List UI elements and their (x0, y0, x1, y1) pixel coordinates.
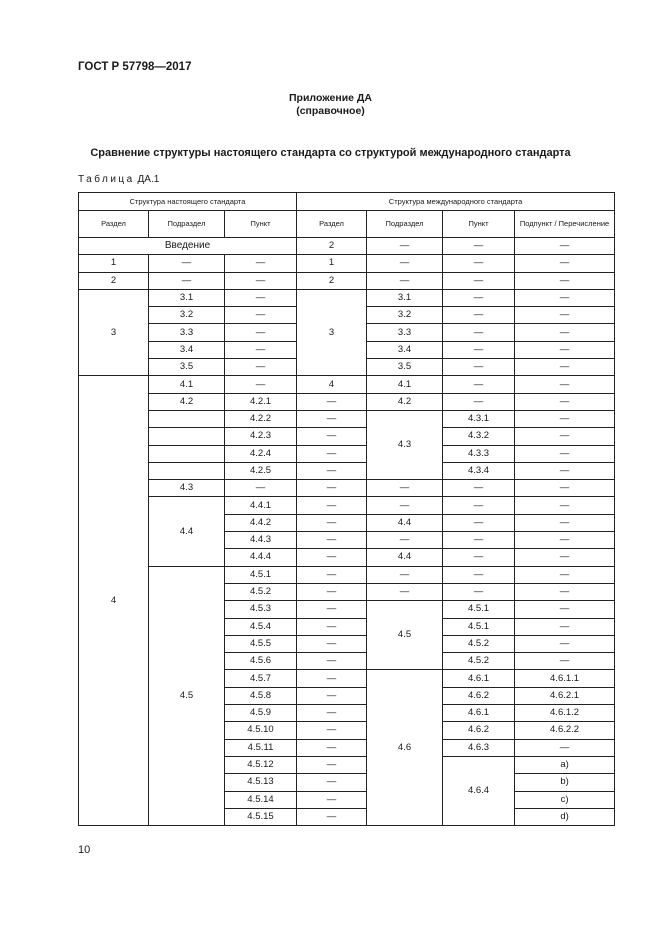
table-cell: — (149, 255, 225, 272)
table-cell: — (297, 601, 367, 618)
table-cell: — (515, 566, 615, 583)
table-cell: 4.4 (149, 497, 225, 566)
table-cell: 4.4 (367, 514, 443, 531)
table-cell: 1 (79, 255, 149, 272)
table-cell: 4.1 (149, 376, 225, 393)
table-row (79, 462, 615, 479)
table-cell: 4.4.4 (225, 549, 297, 566)
table-cell: 4.2.4 (225, 445, 297, 462)
table-cell: — (515, 359, 615, 376)
table-cell: — (367, 480, 443, 497)
table-cell: 4.3.3 (443, 445, 515, 462)
table-cell: 3.5 (367, 359, 443, 376)
table-cell: 4.6.2.2 (515, 722, 615, 739)
col-header: Раздел (297, 211, 367, 238)
table-cell: — (443, 497, 515, 514)
table-caption (78, 174, 159, 185)
table-cell: 4.4.3 (225, 532, 297, 549)
table-cell: — (515, 428, 615, 445)
table-cell: — (297, 791, 367, 808)
table-cell: 3.4 (367, 341, 443, 358)
table-cell: 4.4.1 (225, 497, 297, 514)
table-cell: 4.6.2 (443, 687, 515, 704)
col-header: Подпункт / Перечисление (515, 211, 615, 238)
table-cell: — (225, 272, 297, 289)
table-cell: — (443, 532, 515, 549)
table-caption-id: ДА.1 (134, 174, 160, 185)
table-cell: 4.6.3 (443, 739, 515, 756)
table-cell: 4.4.2 (225, 514, 297, 531)
table-cell: — (297, 410, 367, 427)
table-cell: 2 (297, 272, 367, 289)
table-cell: 4.5.6 (225, 653, 297, 670)
table-cell: — (297, 497, 367, 514)
table-cell: Введение (79, 238, 297, 255)
table-cell: — (225, 359, 297, 376)
table-cell: — (297, 705, 367, 722)
table-cell: — (443, 307, 515, 324)
table-cell: 3 (79, 289, 149, 375)
table-cell: 4.5.10 (225, 722, 297, 739)
table-cell: — (225, 289, 297, 306)
table-cell: — (515, 635, 615, 652)
table-cell: — (443, 324, 515, 341)
table-cell: 4.3.1 (443, 410, 515, 427)
table-cell: — (443, 255, 515, 272)
table-cell: — (297, 670, 367, 687)
table-cell: — (515, 480, 615, 497)
table-cell: — (297, 687, 367, 704)
table-cell: — (297, 756, 367, 773)
table-cell: 4.6.1.2 (515, 705, 615, 722)
table-cell: — (515, 445, 615, 462)
table-cell: — (149, 272, 225, 289)
table-row (79, 272, 615, 289)
table-cell: 4.5.1 (225, 566, 297, 583)
table-cell: — (515, 583, 615, 600)
page-number: 10 (78, 844, 91, 856)
table-cell: — (367, 497, 443, 514)
table-row (79, 566, 615, 583)
table-cell: — (443, 549, 515, 566)
table-cell: — (367, 566, 443, 583)
table-cell (149, 445, 225, 462)
table-row (79, 480, 615, 497)
table-cell: — (297, 480, 367, 497)
table-cell: 4.5.2 (225, 583, 297, 600)
table-cell: — (225, 324, 297, 341)
table-cell: d) (515, 808, 615, 825)
table-cell: 3.2 (149, 307, 225, 324)
standard-number: ГОСТ Р 57798—2017 (78, 61, 192, 73)
table-cell: 4.5.2 (443, 635, 515, 652)
table-row (79, 255, 615, 272)
table-cell: — (443, 341, 515, 358)
table-cell: — (297, 428, 367, 445)
table-cell: 4.2.5 (225, 462, 297, 479)
table-cell: — (297, 514, 367, 531)
table-cell (149, 462, 225, 479)
table-cell: — (515, 272, 615, 289)
table-cell: — (443, 238, 515, 255)
table-cell: 3.1 (367, 289, 443, 306)
table-cell: — (297, 774, 367, 791)
table-cell: — (515, 238, 615, 255)
table-cell: — (297, 532, 367, 549)
table-cell: 3.3 (367, 324, 443, 341)
table-cell: 4.5.12 (225, 756, 297, 773)
table-cell: — (225, 307, 297, 324)
table-cell (149, 428, 225, 445)
table-cell: — (297, 549, 367, 566)
table-cell: — (515, 514, 615, 531)
table-cell: — (297, 635, 367, 652)
table-cell: — (443, 514, 515, 531)
table-cell: 4.1 (367, 376, 443, 393)
table-cell: 3.3 (149, 324, 225, 341)
table-cell: 3.2 (367, 307, 443, 324)
table-cell: 4.4 (367, 549, 443, 566)
table-cell: — (515, 739, 615, 756)
table-cell: — (515, 255, 615, 272)
col-header: Раздел (79, 211, 149, 238)
table-cell: — (443, 272, 515, 289)
table-cell: — (515, 307, 615, 324)
table-cell: 4.6.2 (443, 722, 515, 739)
table-cell: — (515, 289, 615, 306)
table-cell: 2 (79, 272, 149, 289)
table-cell: — (297, 462, 367, 479)
table-row (79, 445, 615, 462)
table-row (79, 289, 615, 306)
table-cell: 4.2.2 (225, 410, 297, 427)
table-cell: — (515, 410, 615, 427)
international-structure-header: Структура международного стандарта (297, 193, 615, 211)
table-cell: 4.5.8 (225, 687, 297, 704)
table-cell: — (515, 618, 615, 635)
table-cell: — (515, 341, 615, 358)
table-cell: — (515, 549, 615, 566)
table-cell: 4.5.15 (225, 808, 297, 825)
table-cell: — (367, 532, 443, 549)
table-column-header-row (79, 211, 615, 238)
table-cell: 4.6 (367, 670, 443, 826)
table-cell: 3 (297, 289, 367, 375)
table-cell: — (297, 739, 367, 756)
table-cell: 4.2.1 (225, 393, 297, 410)
table-row (79, 393, 615, 410)
table-row (79, 497, 615, 514)
table-cell: — (443, 583, 515, 600)
table-cell: 4 (297, 376, 367, 393)
table-cell: 3.1 (149, 289, 225, 306)
table-cell: 4.5.14 (225, 791, 297, 808)
table-cell: — (225, 341, 297, 358)
table-caption-prefix: Таблица (78, 174, 135, 185)
table-cell: — (367, 583, 443, 600)
national-structure-header: Структура настоящего стандарта (79, 193, 297, 211)
appendix-title: Приложение ДА (289, 92, 372, 104)
table-group-header-row (79, 193, 615, 211)
table-cell: 4.5.11 (225, 739, 297, 756)
table-cell: 4.5.4 (225, 618, 297, 635)
table-cell: — (443, 289, 515, 306)
table-cell: a) (515, 756, 615, 773)
table-cell: 1 (297, 255, 367, 272)
table-cell: 4.2 (367, 393, 443, 410)
table-cell: 4.5.1 (443, 601, 515, 618)
table-cell: 4.3 (367, 410, 443, 479)
table-cell: 4.5.9 (225, 705, 297, 722)
table-cell: — (297, 722, 367, 739)
table-cell: — (515, 376, 615, 393)
table-cell: 4.6.4 (443, 756, 515, 825)
table-cell: 4.5 (367, 601, 443, 670)
table-cell: 3.4 (149, 341, 225, 358)
table-cell: 2 (297, 238, 367, 255)
table-cell: 4.5.7 (225, 670, 297, 687)
table-cell: 4.5.13 (225, 774, 297, 791)
table-cell: 4.5.1 (443, 618, 515, 635)
table-cell: 4.3.4 (443, 462, 515, 479)
col-header: Подраздел (149, 211, 225, 238)
table-cell: 4.6.2.1 (515, 687, 615, 704)
table-cell: — (297, 583, 367, 600)
table-cell: — (515, 324, 615, 341)
table-cell: 4.5.3 (225, 601, 297, 618)
table-cell: — (515, 532, 615, 549)
table-cell: c) (515, 791, 615, 808)
table-cell: 4.5.2 (443, 653, 515, 670)
table-cell: — (225, 480, 297, 497)
structure-comparison-table (78, 192, 615, 826)
col-header: Подраздел (367, 211, 443, 238)
table-cell: 4.6.1 (443, 670, 515, 687)
table-cell: 4.5 (149, 566, 225, 825)
table-cell: — (443, 480, 515, 497)
table-cell: — (443, 393, 515, 410)
table-cell: — (367, 255, 443, 272)
table-cell: — (367, 238, 443, 255)
col-header: Пункт (225, 211, 297, 238)
table-cell (149, 410, 225, 427)
section-heading: Сравнение структуры настоящего стандарта со структурой международного стандарта (90, 147, 571, 159)
table-cell: 4.2.3 (225, 428, 297, 445)
table-cell: — (297, 393, 367, 410)
table-cell: — (225, 255, 297, 272)
table-cell: 4 (79, 376, 149, 826)
table-cell: — (443, 359, 515, 376)
table-cell: 4.3.2 (443, 428, 515, 445)
table-row (79, 376, 615, 393)
table-cell: — (443, 566, 515, 583)
table-row (79, 428, 615, 445)
table-row (79, 410, 615, 427)
table-cell: 4.2 (149, 393, 225, 410)
table-cell: — (515, 601, 615, 618)
table-cell: 3.5 (149, 359, 225, 376)
col-header: Пункт (443, 211, 515, 238)
table-cell: — (367, 272, 443, 289)
table-cell: 4.5.5 (225, 635, 297, 652)
table-cell: — (515, 497, 615, 514)
table-cell: — (225, 376, 297, 393)
table-cell: — (443, 376, 515, 393)
table-cell: — (515, 653, 615, 670)
table-cell: — (297, 808, 367, 825)
table-cell: 4.6.1 (443, 705, 515, 722)
appendix-subtitle: (справочное) (296, 105, 365, 117)
table-cell: 4.6.1.1 (515, 670, 615, 687)
table-cell: — (297, 566, 367, 583)
table-cell: — (297, 618, 367, 635)
table-cell: — (297, 445, 367, 462)
table-row (79, 238, 615, 255)
table-cell: — (515, 393, 615, 410)
table-cell: b) (515, 774, 615, 791)
table-cell: — (515, 462, 615, 479)
table-cell: 4.3 (149, 480, 225, 497)
table-cell: — (297, 653, 367, 670)
